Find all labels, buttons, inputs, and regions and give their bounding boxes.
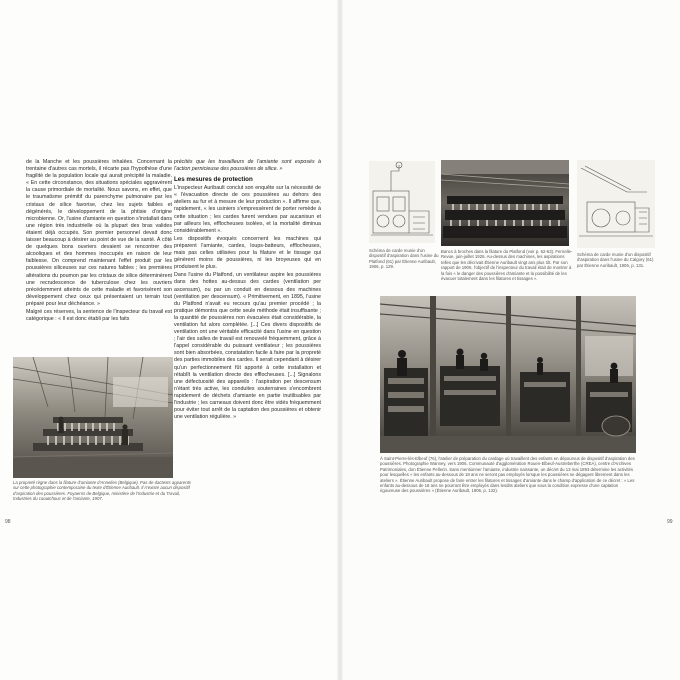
body-paragraph: L'inspecteur Auribault conclut son enquête sur la nécessité de « l'évacuation directe de ces poussières au dehors des ateliers au fur et à mesure de leur production ». Il affirme que, rapidement, « les usiniers s'empressèrent de porter remède à cette situation ; les cardes furent vendues par aucanisun et par ailleurs les, efflocheuses isolées, et la mortalité diminua considérablement ».: [174, 185, 321, 234]
platfond-spinning-photo: [441, 160, 569, 246]
body-paragraph: Dans l'usine du Platfond, un ventilateur aspire les poussières dans des hottes au-dessus des cardes (ventilation per ascensum), ou par un conduit en dessous des machines (ventilation per descensum). « Primitivement, en 1895, l'usine du Platfond n'avait eu recours qu'au premier procédé ; la pratique démontra que cette seule méthode était insuffisante ; la quantité de poussières non évacuées était considérable, la ventilation fut alors complétée. [...] Ces divers dispositifs de ventilation ont une véritable efficacité dans l'usine en question ; l'air des salles de travail est renouvelé fréquemment, grâce à l'appel considérable du puissant ventilateur ; les poussières sont bien absorbées, constatation facile à faire par la propreté des parties immobiles des cardes. Il serait cependant à désirer qu'un perfectionnement fût apporté à cette installation et rétablît la ventilation directe des efflocheuses. [...] Signalons une défectuosité des appareils : l'aspiration per descensum n'étant très active, les conduites souterraines s'encombrent rapidement de déchets d'amiante en partie inutilisables par l'industrie ; les carneaux doivent donc être vidés fréquemment pour éviter tout arrêt de la captation des poussières et obtenir une ventilation régulière. »: [174, 272, 321, 421]
carding-diagram-platfond: [369, 161, 435, 243]
saint-pierre-carding-photo: [380, 296, 636, 453]
section-heading: Les mesures de protection: [174, 176, 253, 184]
platfond-spinning-caption: Bancs à broches dans la filature du Platfond (voir p. 62-63). Fernelle-Revue, juin-juillet 1926. Au-dessus des machines, les aspirations telles que les décrivait Étienne Auribault vingt ans plus tôt. Par son rapport de 1906, l'objectif de l'inspecteur du travail était de montrer à la fois « le danger des poussières d'amiante et la possibilité de les évacuer totalement dans les filatures et tissages ».: [441, 249, 573, 282]
saint-pierre-carding-caption: À Saint-Pierre-lès-Elbeuf (76), l'atelier de préparation du cardage où travaillent des enfants en dépourvus de dispositif d'aspiration des poussières. Photographie Wanney, vers 1906. Communauté d'agglomération Rouen-Elbeuf-Austreberthe (CREA), centre d'Archives Patrimoniales, don Étienne Pellerin. Sans mentionner l'amiante, industrie naissante, un décret du 13 mai 1893 détermine les activités pour lesquelles « les enfants au-dessous de 18 ans ne seront pas employés lorsque les poussières se dégagent librement dans les ateliers ». Étienne Auribault propose de faire entrer les filatures et tissages d'amiante dans le champ d'application de ce décret : « Les enfants au-dessous de 18 ans ne pourront être employés dans lesdits ateliers que sous la condition expresse d'une captation rigoureuse des poussières » (Étienne Auribault, 1906, p. 132).: [380, 456, 635, 494]
body-paragraph: Malgré ces réserves, la sentence de l'inspecteur du travail est catégorique : « Il est donc établi par les faits: [26, 308, 172, 323]
left-column-2: [174, 159, 321, 509]
spinning-mill-caption: La propreté règne dans la filature d'amiante d'Annelies (Belgique). Pas de dactests apparents sur cette photographie contemporaine du texte d'Étienne Auribault. Il n'existe aucun dispositif d'aspiration des poussières. Foyaerns de Belgique, ministère de l'Industrie et du Travail, Industries du caoutchouc et de l'amiante, 1907.: [13, 480, 191, 502]
page-number-right: 99: [667, 519, 673, 525]
book-gutter: [337, 0, 343, 680]
carding-diagram-calgory: [577, 160, 655, 248]
page-number-left: 98: [5, 519, 11, 525]
body-paragraph: de la Manche et les poussières inhalées. Concernant la trentaine d'autres cas mortels, il récarte pas l'hypothèse d'une fragilité de la population locale qui aurait précipité la maladie. « En cette circonstance, des situations spéciales aggravèrent la cause primordiale de mortalité. Nous savons, en effet, que le traumatisme prémitif du parenchyme pulmonaire par les cristaux de silice favorise, chez les sujets faibles et dégénérés, le développement de la phtisie d'origine microbienne. Or, l'usine d'amiante en question s'installait dans une région très industrielle où la plupart des bras valides étaient déjà occupés. Son premier personnel devait donc laisser beaucoup à désirer au point de vue de la santé. À côté de quelques bons ouvriers devaient se rencontrer des alcooliques et des hommes inoccupés en raison de leur faiblesse. On comprend maintenant l'effet produit par les poussières siliceuses sur ces natures faibles ; les premières altérations du poumon par les cristaux de silice déterminèrent une recrudescence de tuberculose chez les ouvriers précédemment atteints de cette maladie et favorisèrent son développement chez ceux qui présentaient un terrain tout préparé pour leur déchéance. »: [26, 159, 172, 307]
carding-diagram-calgory-caption: Schéma de carde munie d'un dispositif d'aspiration dans l'usine du Calgory (61) par Étienne Auribault, 1906, p. 131.: [577, 252, 654, 268]
spinning-mill-photo: [13, 357, 173, 478]
body-paragraph: Les dispositifs évoqués concernent les machines qui préparent l'amiante, cardes, loups-batteurs, efflocheuses, mais pas celles utilisées pour la filature et le tissage qui génèrent moins de poussières, ni les broyeuses qui en produisent le plus.: [174, 235, 321, 271]
left-column-1: [26, 159, 172, 359]
carding-diagram-platfond-caption: Schéma de carde munie d'un dispositif d'aspiration dans l'usine du Platfond (61) par Étienne Auribault, 1906, p. 129.: [369, 248, 439, 270]
body-paragraph: précités que les travailleurs de l'amiante sont exposés à l'action pernicieuse des poussières de silice. »: [174, 159, 321, 173]
